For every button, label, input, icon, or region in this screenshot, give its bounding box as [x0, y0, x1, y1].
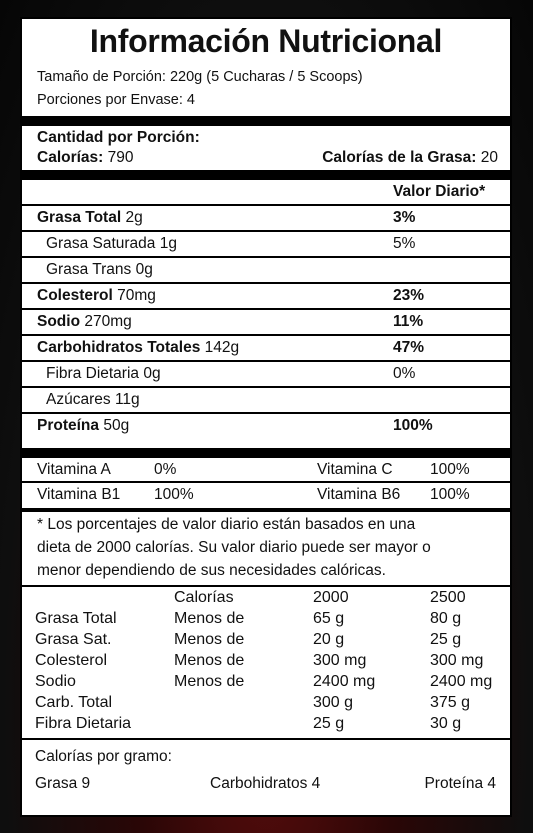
vitamin-name: Vitamina A [37, 461, 111, 478]
footnote-line: menor dependiendo de sus necesidades calóricas. [37, 562, 386, 579]
daily-value-header: Valor Diario* [393, 183, 486, 200]
dv-row-limit: Menos de [174, 631, 245, 648]
dv-row-name: Carb. Total [35, 694, 113, 711]
per-gram-carbs: Carbohidratos 4 [210, 775, 321, 792]
nutrition-label [20, 17, 512, 817]
dv-table-header-calories: Calorías [174, 589, 234, 606]
nutrient-daily-value: 5% [393, 235, 416, 252]
nutrient-amount: 270mg [84, 313, 132, 330]
dv-row-2000: 2400 mg [313, 673, 376, 690]
servings-per-container: Porciones por Envase: 4 [37, 92, 195, 108]
nutrient-name: Grasa Trans [46, 261, 132, 278]
nutrient-daily-value: 23% [393, 287, 425, 304]
divider [22, 738, 510, 740]
dv-row-name: Colesterol [35, 652, 108, 669]
dv-row-2500: 2400 mg [430, 673, 493, 690]
nutrient-daily-value: 100% [393, 417, 433, 434]
vitamin-name: Vitamina C [317, 461, 393, 478]
dv-row-limit: Menos de [174, 610, 245, 627]
amount-per-serving-row [22, 126, 510, 148]
dv-table-header-2000: 2000 [313, 589, 349, 606]
nutrient-row [22, 258, 510, 284]
dv-row-name: Grasa Sat. [35, 631, 112, 648]
nutrient-row [22, 388, 510, 414]
dv-row-2000: 300 mg [313, 652, 367, 669]
nutrient-daily-value: 47% [393, 339, 425, 356]
vitamin-row [22, 458, 510, 483]
nutrient-daily-value: 0% [393, 365, 416, 382]
nutrient-amount: 0g [135, 261, 153, 278]
fat-calories-label: Calorías de la Grasa: [322, 149, 477, 166]
nutrient-amount: 0g [143, 365, 161, 382]
nutrient-name: Carbohidratos Totales [37, 339, 201, 356]
per-gram-title: Calorías por gramo: [35, 748, 172, 765]
vitamin-percent: 100% [430, 486, 470, 503]
serving-size: Tamaño de Porción: 220g (5 Cucharas / 5 Scoops) [37, 69, 363, 85]
dv-row-2500: 80 g [430, 610, 462, 627]
vitamin-name: Vitamina B1 [37, 486, 121, 503]
amount-per-serving: Cantidad por Porción: [37, 129, 200, 146]
daily-value-header-row [22, 180, 510, 206]
dv-row-2000: 300 g [313, 694, 354, 711]
dv-row-name: Fibra Dietaria [35, 715, 132, 732]
dv-row-2000: 20 g [313, 631, 345, 648]
vitamin-name: Vitamina B6 [317, 486, 401, 503]
nutrient-name: Proteína [37, 417, 100, 434]
nutrient-name: Colesterol [37, 287, 113, 304]
vitamin-percent: 100% [430, 461, 470, 478]
nutrient-amount: 1g [159, 235, 177, 252]
nutrient-daily-value: 11% [393, 313, 424, 330]
divider [22, 585, 510, 587]
nutrient-row [22, 362, 510, 388]
calories-row [22, 148, 510, 172]
nutrient-name: Grasa Saturada [46, 235, 156, 252]
footnote-line: dieta de 2000 calorías. Su valor diario puede ser mayor o [37, 539, 431, 556]
nutrient-amount: 142g [204, 339, 240, 356]
dv-row-2000: 65 g [313, 610, 345, 627]
divider [22, 508, 510, 512]
nutrient-amount: 50g [103, 417, 130, 434]
nutrient-row [22, 336, 510, 362]
dv-row-2500: 300 mg [430, 652, 484, 669]
dv-row-2500: 375 g [430, 694, 471, 711]
nutrient-row [22, 206, 510, 232]
nutrient-amount: 11g [114, 391, 140, 408]
vitamin-percent: 0% [154, 461, 177, 478]
fat-calories-value: 20 [480, 149, 498, 166]
footnote-line: * Los porcentajes de valor diario están basados en una [37, 516, 416, 533]
dv-row-name: Grasa Total [35, 610, 117, 627]
thick-divider [22, 172, 510, 180]
dv-table-header-2500: 2500 [430, 589, 466, 606]
nutrient-row [22, 414, 510, 440]
nutrient-name: Sodio [37, 313, 81, 330]
nutrient-row [22, 310, 510, 336]
vitamin-percent: 100% [154, 486, 194, 503]
nutrient-daily-value: 3% [393, 209, 416, 226]
dv-row-2000: 25 g [313, 715, 345, 732]
dv-row-limit: Menos de [174, 652, 245, 669]
nutrient-amount: 2g [125, 209, 143, 226]
per-gram-protein: Proteína 4 [424, 775, 496, 792]
vitamin-row [22, 483, 510, 508]
thick-divider [22, 116, 510, 126]
nutrient-name: Fibra Dietaria [46, 365, 140, 382]
thick-divider [22, 448, 510, 458]
dv-row-2500: 25 g [430, 631, 462, 648]
nutrient-name: Grasa Total [37, 209, 122, 226]
label-title: Información Nutricional [89, 23, 443, 59]
dv-row-name: Sodio [35, 673, 76, 690]
dv-row-2500: 30 g [430, 715, 462, 732]
per-gram-fat: Grasa 9 [35, 775, 91, 792]
nutrient-row [22, 284, 510, 310]
nutrient-row [22, 232, 510, 258]
nutrient-name: Azúcares [46, 391, 111, 408]
calories-value: 790 [107, 149, 134, 166]
calories-label: Calorías: [37, 149, 104, 166]
dv-row-limit: Menos de [174, 673, 245, 690]
nutrient-amount: 70mg [117, 287, 156, 304]
